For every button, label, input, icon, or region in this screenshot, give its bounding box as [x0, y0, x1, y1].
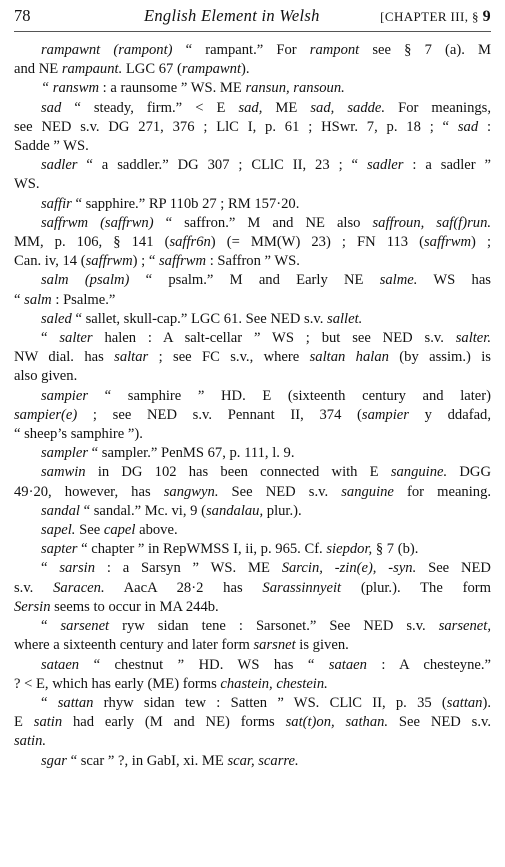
text-run: see NED s.v. DG 271, 376 ; LlC I, p. 61 ; HSwr. 7, p. 18 ; “ — [14, 118, 458, 135]
text-run: “ — [41, 618, 61, 635]
italic-term: saltar — [114, 349, 149, 366]
italic-term: sattan — [57, 694, 94, 711]
text-line — [14, 579, 491, 598]
text-run: ryw sidan tene : Sarsonet.” See NED s.v. — [109, 618, 439, 635]
italic-term: sampier — [41, 387, 89, 404]
text-line — [14, 675, 491, 694]
text-run: : a raunsome ” WS. ME — [99, 80, 246, 97]
text-run: had early (M and NE) forms — [62, 714, 286, 731]
italic-term: satin — [33, 714, 63, 731]
italic-term: sarsin — [59, 560, 95, 577]
text-line — [14, 175, 491, 194]
italic-term: sanguine — [341, 483, 394, 500]
text-run: also given. — [14, 368, 78, 385]
page-number: 78 — [14, 6, 31, 25]
text-line — [14, 60, 491, 79]
text-line — [14, 329, 491, 348]
italic-term: samwin — [41, 464, 86, 481]
text-run: LGC 67 ( — [122, 61, 182, 78]
text-run: rhyw sidan tew : Satten ” WS. CLlC II, p. 35 ( — [93, 694, 447, 711]
italic-term: ranswm — [52, 80, 99, 97]
italic-term: saffrwm (saffrwn) — [41, 214, 154, 231]
text-run: ? < E, which has early (ME) forms — [14, 675, 221, 692]
text-line — [14, 156, 491, 175]
text-line — [14, 41, 491, 60]
text-line — [14, 483, 491, 502]
text-run: for meaning. — [393, 483, 492, 500]
italic-term: salm — [24, 291, 52, 308]
text-line — [14, 732, 491, 751]
text-run: see § 7 (a). M — [359, 42, 491, 58]
italic-term: sangwyn. — [163, 483, 219, 500]
text-line — [14, 425, 491, 444]
italic-term: Sersin — [14, 598, 51, 615]
text-line — [14, 137, 491, 156]
italic-term: sapter — [41, 541, 78, 558]
italic-term: sattan — [446, 694, 483, 711]
text-run: “ sampler.” PenMS 67, p. 111, l. 9. — [88, 445, 295, 462]
header-rule — [14, 31, 491, 32]
italic-term: sallet. — [327, 310, 363, 327]
italic-term: saffroun, saf(f)run. — [372, 214, 492, 231]
text-line — [14, 291, 491, 310]
text-run: “ saffron.” M and NE also — [153, 214, 373, 231]
text-run: § 7 (b). — [372, 541, 419, 558]
text-run: ). — [241, 61, 250, 78]
text-run: seems to occur in MA 244b. — [50, 598, 219, 615]
italic-term: Saracen. — [53, 579, 105, 596]
text-line — [14, 617, 491, 636]
text-line — [14, 463, 491, 482]
text-line — [14, 406, 491, 425]
text-run: “ sandal.” Mc. vi, 9 ( — [79, 502, 206, 519]
text-line — [14, 79, 491, 98]
italic-term: sarsenet, — [438, 618, 491, 635]
text-run: “ — [14, 291, 25, 308]
chapter-reference — [380, 8, 491, 26]
text-run: Sadde ” WS. — [14, 138, 89, 155]
text-run: WS has — [417, 272, 491, 289]
text-line — [14, 752, 491, 771]
text-run: : — [478, 118, 492, 135]
dictionary-body — [14, 41, 491, 771]
text-run: ME — [262, 99, 311, 116]
italic-term: sadler — [41, 157, 78, 174]
italic-term: sad — [457, 118, 479, 135]
text-run: ) ; — [471, 234, 492, 251]
italic-term: sgar — [41, 752, 67, 769]
text-run: ; see NED s.v. Pennant II, 374 ( — [77, 406, 362, 423]
text-run: See NED — [416, 560, 491, 577]
italic-term: “ — [41, 80, 53, 97]
text-run: : Saffron ” WS. — [206, 253, 300, 270]
text-run: “ rampant.” For — [172, 42, 310, 58]
italic-term: rampawnt (rampont) — [41, 42, 173, 58]
italic-term: saffrwm — [85, 253, 133, 270]
text-run: ) (= MM(W) 23) ; FN 113 ( — [210, 234, 424, 251]
text-run: “ sapphire.” RP 110b 27 ; RM 157·20. — [71, 195, 300, 212]
text-run: y ddafad, — [408, 406, 491, 423]
chapter-label: [CHAPTER III, § — [380, 9, 479, 24]
text-line — [14, 559, 491, 578]
italic-term: saffr6n — [169, 234, 211, 251]
text-run: halen : A salt-cellar ” WS ; but see NED s.v. — [92, 330, 456, 347]
italic-term: saled — [41, 310, 72, 327]
text-line — [14, 540, 491, 559]
text-run: See — [75, 522, 104, 539]
text-line — [14, 348, 491, 367]
text-line — [14, 118, 491, 137]
text-run: “ steady, firm.” < E — [61, 99, 239, 116]
text-run: E — [14, 714, 34, 731]
italic-term: sampier — [361, 406, 409, 423]
italic-term: sarsenet — [60, 618, 110, 635]
text-line — [14, 367, 491, 386]
running-header — [14, 6, 491, 30]
text-line — [14, 598, 491, 617]
text-line — [14, 233, 491, 252]
italic-term: saffir — [41, 195, 72, 212]
italic-term: salter. — [455, 330, 491, 347]
text-run: ; see FC s.v., where — [148, 349, 310, 366]
text-run: “ scar ” ?, in GabI, xi. ME — [66, 752, 228, 769]
text-run: Can. iv, 14 ( — [14, 253, 86, 270]
text-run: in DG 102 has been connected with E — [85, 464, 391, 481]
italic-term: sad — [41, 99, 62, 116]
text-line — [14, 195, 491, 214]
text-run: “ samphire ” HD. E (sixteenth century and later) — [88, 387, 491, 404]
text-run: (plur.). The form — [341, 579, 491, 596]
italic-term: sad, sadde. — [310, 99, 386, 116]
text-run: plur.). — [263, 502, 302, 519]
italic-term: sarsnet — [253, 637, 296, 654]
text-run: above. — [135, 522, 178, 539]
text-run: “ sallet, skull-cap.” LGC 61. See NED s.v. — [71, 310, 328, 327]
italic-term: sad, — [238, 99, 263, 116]
text-run: WS. — [14, 176, 40, 193]
italic-term: sat(t)on, sathan. — [285, 714, 389, 731]
italic-term: Sarcin, -zin(e), -syn. — [281, 560, 417, 577]
italic-term: rampawnt — [181, 61, 242, 78]
text-run: (by assim.) is — [388, 349, 491, 366]
text-run: : a Sarsyn ” WS. ME — [95, 560, 282, 577]
text-run: s.v. — [14, 579, 54, 596]
text-run: “ — [41, 330, 60, 347]
text-line — [14, 214, 491, 233]
text-run: “ sheep’s samphire ”). — [14, 426, 143, 443]
text-line — [14, 636, 491, 655]
italic-term: saffrwm — [159, 253, 207, 270]
italic-term: saffrwm — [423, 234, 472, 251]
italic-term: salm (psalm) — [41, 272, 130, 289]
text-run: “ a saddler.” DG 307 ; CLlC II, 23 ; “ — [77, 157, 367, 174]
italic-term: scar, scarre. — [227, 752, 299, 769]
italic-term: sampier(e) — [14, 406, 78, 423]
text-line — [14, 444, 491, 463]
italic-term: siepdor, — [326, 541, 373, 558]
text-run: DGG — [447, 464, 491, 481]
text-run: ). — [482, 694, 491, 711]
text-line — [14, 656, 491, 675]
italic-term: sandalau, — [205, 502, 264, 519]
italic-term: rampont — [309, 42, 360, 58]
italic-term: rampaunt. — [61, 61, 123, 78]
text-run: where a sixteenth century and later form — [14, 637, 254, 654]
italic-term: sampler — [41, 445, 89, 462]
text-line — [14, 99, 491, 118]
italic-term: sanguine. — [390, 464, 448, 481]
text-run: “ chestnut ” HD. WS has “ — [79, 656, 329, 673]
italic-term: sapel. — [41, 522, 76, 539]
text-line — [14, 252, 491, 271]
text-run: For meanings, — [385, 99, 492, 116]
text-run: : Psalme.” — [51, 291, 116, 308]
text-run: See NED s.v. — [388, 714, 491, 731]
text-run: NW dial. has — [14, 349, 115, 366]
italic-term: sataen — [41, 656, 80, 673]
text-run: “ psalm.” M and Early NE — [129, 272, 380, 289]
text-line — [14, 271, 491, 290]
text-line — [14, 521, 491, 540]
text-line — [14, 502, 491, 521]
text-line — [14, 387, 491, 406]
text-run: : A chesteyne.” — [366, 656, 491, 673]
italic-term: sandal — [41, 502, 80, 519]
italic-term: salter — [59, 330, 93, 347]
text-run: 49·20, however, has — [14, 483, 164, 500]
text-run: See NED s.v. — [218, 483, 342, 500]
italic-term: saltan halan — [309, 349, 389, 366]
text-line — [14, 713, 491, 732]
text-run: MM, p. 106, § 141 ( — [14, 234, 170, 251]
italic-term: sataen — [328, 656, 367, 673]
text-run: “ — [41, 560, 60, 577]
italic-term: ransun, ransoun. — [245, 80, 345, 97]
text-run: and NE — [14, 61, 62, 78]
running-title: English Element in Welsh — [144, 6, 320, 25]
text-run: “ — [41, 694, 58, 711]
section-number: 9 — [482, 8, 491, 25]
text-line — [14, 310, 491, 329]
text-run: ) ; “ — [132, 253, 159, 270]
text-run: is given. — [295, 637, 349, 654]
italic-term: satin. — [14, 733, 47, 750]
text-line — [14, 694, 491, 713]
italic-term: salme. — [379, 272, 418, 289]
italic-term: Sarassinnyeit — [262, 579, 342, 596]
text-run: : a sadler ” — [403, 157, 492, 174]
italic-term: chastein, chestein. — [220, 675, 328, 692]
text-run: AacA 28·2 has — [104, 579, 263, 596]
text-run: “ chapter ” in RepWMSS I, ii, p. 965. Cf. — [77, 541, 327, 558]
italic-term: sadler — [366, 157, 404, 174]
italic-term: capel — [103, 522, 136, 539]
